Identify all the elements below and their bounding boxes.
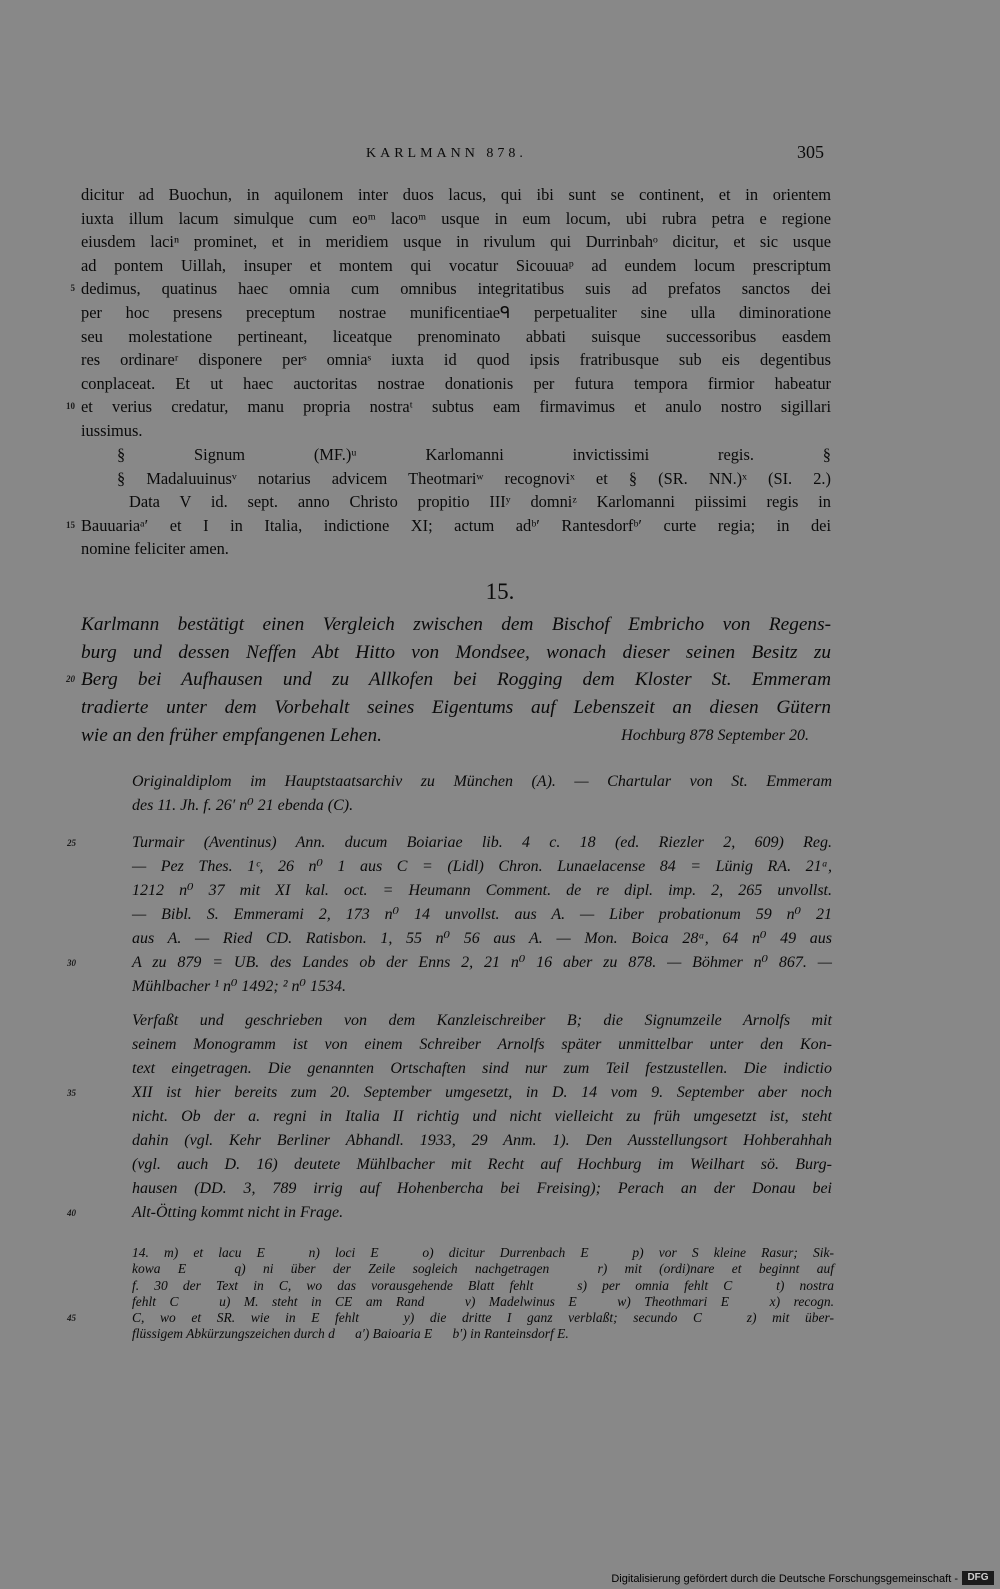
line-text: XII ist hier bereits zum 20. September umgesetzt, in D. 14 vom 9. September aber noch — [132, 1084, 832, 1101]
line-text: 14. m) et lacu E n) loci E o) dicitur Durrenbach E p) vor S kleine Rasur; Sik- — [132, 1245, 834, 1260]
regest-line — [81, 611, 831, 639]
apparatus-line — [132, 1326, 834, 1342]
line-text: Karlmann bestätigt einen Vergleich zwischen dem Bischof Embricho von Regens- — [81, 614, 831, 635]
line-text: eiusdem laciⁿ prominet, et in meridiem usque in rivulum qui Durrinbahᵒ dicitur, et sic usque — [81, 232, 831, 252]
note-line — [132, 770, 832, 794]
note-line — [132, 1033, 832, 1057]
note-line — [132, 1009, 832, 1033]
text-line — [81, 325, 831, 349]
line-text: § Signum (MF.)ᵘ Karlomanni invictissimi regis. § — [117, 445, 831, 464]
line-text: Verfaßt und geschrieben von dem Kanzleischreiber B; die Signumzeile Arnolfs mit — [132, 1012, 832, 1029]
signum-line — [81, 467, 831, 491]
line-text: nicht. Ob der a. regni in Italia II richtig und nicht vielleicht zu früh umgesetzt ist, steht — [132, 1108, 832, 1125]
line-text: burg und dessen Neffen Abt Hitto von Mondsee, wonach dieser seinen Besitz zu — [81, 641, 831, 663]
line-text: iuxta illum lacum simulque cum eoᵐ lacoᵐ usque in eum locum, ubi rubra petra e regione — [81, 208, 831, 228]
note-line — [67, 1081, 832, 1105]
document-number: 15. — [485, 579, 515, 604]
dfg-logo: DFG — [962, 1571, 994, 1585]
regest-date: Hochburg 878 September 20. — [621, 726, 809, 744]
line-text: ad pontem Uillah, insuper et montem qui vocatur Sicouuaᵖ ad eundem locum prescriptum — [81, 255, 831, 275]
line-number: 15 — [66, 519, 75, 530]
text-line — [81, 254, 831, 278]
note-line — [132, 1105, 832, 1129]
signum-line — [81, 537, 831, 561]
line-text: Bauuariaᵃ′ et I in Italia, indictione XI; actum adᵇ′ Rantesdorfᵇ′ curte regia; in dei — [81, 515, 831, 535]
line-number: 25 — [67, 838, 76, 848]
note-line — [132, 794, 832, 818]
line-text: Turmair (Aventinus) Ann. ducum Boiariae lib. 4 c. 18 (ed. Riezler 2, 609) Reg. — [132, 834, 832, 851]
note-line — [132, 1129, 832, 1153]
line-number: 45 — [67, 1313, 76, 1324]
line-text: des 11. Jh. f. 26′ n⁰ 21 ebenda (C). — [132, 797, 354, 814]
line-text: — Bibl. S. Emmerami 2, 173 n⁰ 14 unvollst. aus A. — Liber probationum 59 n⁰ 21 — [132, 906, 832, 923]
line-text: f. 30 der Text in C, wo das vorausgehende Blatt fehlt s) per omnia fehlt C t) nostra — [132, 1277, 834, 1293]
apparatus-line — [132, 1245, 834, 1261]
regest — [66, 611, 831, 749]
note-line — [132, 1057, 832, 1081]
note-line — [132, 1153, 832, 1177]
note-line — [132, 927, 832, 951]
line-text: — Pez Thes. 1ᶜ, 26 n⁰ 1 aus C = (Lidl) Chron. Lunaelacense 84 = Lünig RA. 21ᵃ, — [132, 858, 832, 875]
line-text: Mühlbacher ¹ n⁰ 1492; ² n⁰ 1534. — [132, 978, 346, 995]
note-line — [132, 879, 832, 903]
text-line — [66, 395, 831, 419]
critical-apparatus — [67, 1245, 834, 1343]
line-text: tradierte unter dem Vorbehalt seines Eigentums auf Lebenszeit an diesen Gütern — [81, 697, 831, 719]
line-text: conplaceat. Et ut haec auctoritas nostrae donationis per futura tempora firmior habeatur — [81, 373, 831, 393]
line-text: res ordinareʳ disponere perˢ omniaˢ iuxta id quod ipsis fratribusque sub eis degentibus — [81, 350, 831, 370]
line-text: fehlt C u) M. steht in CE am Rand v) Madelwinus E w) Theothmari E x) recogn. — [132, 1293, 834, 1309]
line-text: et verius credatur, manu propria nostraᵗ subtus eam firmavimus et anulo nostro sigillari — [81, 397, 831, 417]
running-title: KARLMANN 878. — [366, 146, 527, 161]
line-text: dicitur ad Buochun, in aquilonem inter duos lacus, qui ibi sunt se continent, et in orientem — [81, 185, 831, 204]
text-line — [81, 207, 831, 231]
line-text: C, wo et SR. wie in E fehlt y) die dritte I ganz verblaßt; secundo C z) mit über- — [132, 1310, 834, 1326]
note-line — [132, 855, 832, 879]
line-text: A zu 879 = UB. des Landes ob der Enns 2, 21 n⁰ 16 aber zu 878. — Böhmer n⁰ 867. — — [132, 954, 832, 971]
line-text: seu molestatione pertineant, liceatque prenominato abbati suisque successoribus easdem — [81, 326, 831, 346]
signum-line — [66, 514, 831, 538]
regest-line — [81, 639, 831, 667]
line-text: (vgl. auch D. 16) deutete Mühlbacher mit Recht auf Hochburg im Weilhart sö. Burg- — [132, 1156, 832, 1173]
line-text: text eingetragen. Die genannten Ortschaften sind nur zum Teil festzustellen. Die indictio — [132, 1060, 832, 1077]
line-text: § Madaluuinusᵛ notarius advicem Theotmariʷ recognoviˣ et § (SR. NN.)ˣ (SI. 2.) — [117, 468, 831, 488]
line-text: Alt-Ötting kommt nicht in Frage. — [132, 1204, 344, 1221]
line-text: iussimus. — [81, 420, 143, 440]
running-head — [0, 142, 1000, 170]
text-line — [81, 230, 831, 254]
signum-line — [81, 490, 831, 514]
note-line — [67, 1201, 832, 1225]
line-text: aus A. — Ried CD. Ratisbon. 1, 55 n⁰ 56 aus A. — Mon. Boica 28ᵃ, 64 n⁰ 49 aus — [132, 930, 832, 947]
line-number: 5 — [70, 283, 75, 294]
note-line — [67, 831, 832, 855]
line-number: 40 — [67, 1208, 76, 1218]
regest-line — [66, 666, 831, 694]
line-text: Berg bei Aufhausen und zu Allkofen bei Rogging dem Kloster St. Emmeram — [81, 669, 831, 691]
commentary-note — [67, 1009, 832, 1225]
line-text: flüssigem Abkürzungszeichen durch d a′) Baioaria E b′) in Ranteinsdorf E. — [132, 1326, 569, 1342]
text-line — [81, 183, 831, 207]
apparatus-line — [132, 1278, 834, 1294]
apparatus-line — [67, 1310, 834, 1326]
line-text: dedimus, quatinus haec omnia cum omnibus integritatibus suis ad prefatos sanctos dei — [81, 279, 831, 299]
note-line — [132, 975, 832, 999]
editions-note — [67, 831, 832, 999]
tradition-note — [132, 770, 832, 818]
line-text: Data V id. sept. anno Christo propitio IIIʸ domniᶻ Karlomanni piissimi regis in — [129, 492, 831, 512]
line-text: kowa E q) ni über der Zeile sogleich nachgetragen r) mit (ordi)nare et beginnt auf — [132, 1261, 834, 1277]
regest-line — [81, 722, 831, 750]
text-line — [81, 301, 831, 325]
footer-credit: Digitalisierung gefördert durch die Deutsche Forschungsgemeinschaft - — [611, 1573, 958, 1585]
note-line — [132, 1177, 832, 1201]
page-number: 305 — [797, 142, 824, 162]
line-number: 10 — [66, 401, 75, 412]
regest-line — [81, 694, 831, 722]
line-text: seinem Monogramm ist von einem Schreiber Arnolfs später unmittelbar unter den Kon- — [132, 1036, 832, 1053]
line-number: 30 — [67, 958, 76, 968]
line-number: 35 — [67, 1088, 76, 1098]
line-text: per hoc presens preceptum nostrae munificentiaeᑫ perpetualiter sine ulla diminoratione — [81, 302, 831, 322]
main-text — [66, 183, 831, 443]
text-line — [81, 348, 831, 372]
line-text: nomine feliciter amen. — [81, 539, 229, 559]
line-text: Originaldiplom im Hauptstaatsarchiv zu München (A). — Chartular von St. Emmeram — [132, 773, 832, 790]
line-number: 20 — [66, 674, 75, 685]
apparatus-line — [132, 1294, 834, 1310]
signum-and-dating-lines — [66, 443, 831, 561]
line-text: hausen (DD. 3, 789 irrig auf Hohenbercha bei Freising); Perach an der Donau bei — [132, 1180, 832, 1197]
text-line — [81, 419, 831, 443]
line-text: wie an den früher empfangenen Lehen. — [81, 724, 382, 746]
note-line — [132, 903, 832, 927]
note-line — [67, 951, 832, 975]
signum-line — [81, 443, 831, 467]
apparatus-line — [132, 1261, 834, 1277]
text-line — [70, 277, 831, 301]
line-text: dahin (vgl. Kehr Berliner Abhandl. 1933, 29 Anm. 1). Den Ausstellungsort Hohberahhah — [132, 1132, 832, 1149]
line-text: 1212 n⁰ 37 mit XI kal. oct. = Heumann Comment. de re dipl. imp. 2, 265 unvollst. — [132, 882, 832, 899]
text-line — [81, 372, 831, 396]
